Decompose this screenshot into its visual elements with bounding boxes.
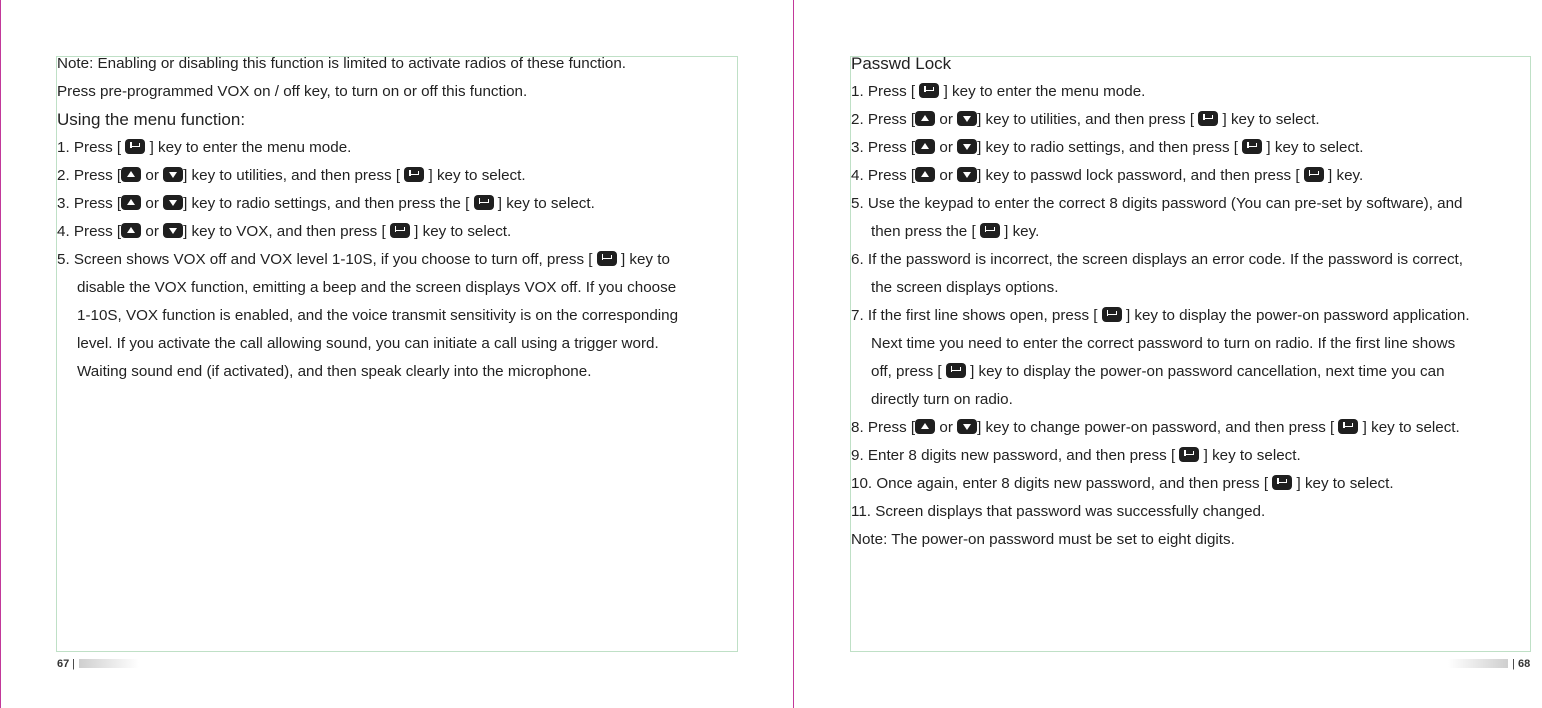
text-segment: ] key to VOX, and then press [ [183, 223, 390, 240]
text-line [851, 302, 1470, 330]
text-line [851, 526, 1470, 554]
text-segment: ] key to select. [1292, 475, 1394, 492]
text-segment: level. If you activate the call allowing sound, you can initiate a call using a trigger word. [77, 335, 659, 352]
text-line [57, 246, 678, 274]
text-line [57, 50, 678, 78]
text-segment: ] key to select. [1358, 419, 1460, 436]
text-segment: 1-10S, VOX function is enabled, and the voice transmit sensitivity is on the corresponding [77, 307, 679, 324]
text-segment: ] key to display the power-on password application. [1121, 307, 1470, 324]
text-line [57, 78, 678, 106]
text-segment: ] key to utilities, and then press [ [183, 167, 405, 184]
text-segment: or [935, 139, 958, 156]
text-line [851, 106, 1470, 134]
text-segment: ] key to select. [409, 223, 512, 240]
down-arrow-icon [163, 195, 183, 210]
text-segment: disable the VOX function, emitting a beep and the screen displays VOX off. If you choose [77, 279, 677, 296]
text-segment: 6. If the password is incorrect, the screen displays an error code. If the password is correct, [851, 251, 1463, 268]
text-segment: ] key to select. [1199, 447, 1301, 464]
text-segment: ] key to select. [493, 195, 595, 212]
up-arrow-icon [915, 419, 935, 434]
left-page-text [57, 50, 678, 386]
text-segment: or [141, 223, 164, 240]
text-segment: Using the menu function: [57, 110, 246, 129]
text-line [851, 358, 1470, 386]
down-arrow-icon [957, 111, 977, 126]
text-segment: 2. Press [ [851, 111, 916, 128]
text-line [57, 330, 678, 358]
text-line [851, 498, 1470, 526]
text-segment: directly turn on radio. [871, 391, 1013, 408]
menu-icon [1272, 475, 1292, 490]
text-segment: ] key to passwd lock password, and then press [ [977, 167, 1304, 184]
text-segment: 1. Press [ [851, 83, 920, 100]
down-arrow-icon [163, 223, 183, 238]
text-segment: or [141, 195, 164, 212]
text-segment: ] key to [616, 251, 670, 268]
text-segment: 1. Press [ [57, 139, 126, 156]
text-segment: or [935, 167, 958, 184]
menu-icon [1304, 167, 1324, 182]
text-segment: 8. Press [ [851, 419, 916, 436]
text-line [851, 134, 1470, 162]
text-segment: Waiting sound end (if activated), and then speak clearly into the microphone. [77, 363, 592, 380]
text-line [57, 358, 678, 386]
menu-icon [1198, 111, 1218, 126]
text-segment: or [141, 167, 164, 184]
text-segment: then press the [ [871, 223, 980, 240]
text-segment: 10. Once again, enter 8 digits new password, and then press [ [851, 475, 1273, 492]
text-line [851, 442, 1470, 470]
text-segment: ] key to enter the menu mode. [939, 83, 1146, 100]
up-arrow-icon [121, 223, 141, 238]
text-line [851, 162, 1470, 190]
down-arrow-icon [957, 167, 977, 182]
left-page-number-separator: | [72, 658, 75, 670]
menu-icon [474, 195, 494, 210]
text-line [851, 470, 1470, 498]
text-segment: the screen displays options. [871, 279, 1059, 296]
text-segment: ] key to change power-on password, and then press [ [977, 419, 1339, 436]
left-page-number: 67 [57, 658, 70, 670]
menu-icon [1338, 419, 1358, 434]
menu-icon [390, 223, 410, 238]
text-segment: ] key to select. [424, 167, 526, 184]
text-segment: ] key to select. [1218, 111, 1320, 128]
text-segment: ] key. [1323, 167, 1364, 184]
text-line [851, 386, 1470, 414]
text-line [851, 414, 1470, 442]
down-arrow-icon [957, 419, 977, 434]
menu-icon [1102, 307, 1122, 322]
text-line [851, 330, 1470, 358]
menu-icon [404, 167, 424, 182]
down-arrow-icon [957, 139, 977, 154]
up-arrow-icon [121, 167, 141, 182]
menu-icon [1242, 139, 1262, 154]
text-segment: 7. If the first line shows open, press [ [851, 307, 1102, 324]
text-segment: ] key. [999, 223, 1040, 240]
text-segment: 11. Screen displays that password was successfully changed. [851, 503, 1266, 520]
text-segment: or [935, 111, 958, 128]
text-line [851, 78, 1470, 106]
menu-icon [125, 139, 145, 154]
text-segment: Note: Enabling or disabling this function is limited to activate radios of these function. [57, 55, 627, 72]
text-line [57, 162, 678, 190]
right-page-number: 68 [1518, 658, 1531, 670]
text-segment: 5. Screen shows VOX off and VOX level 1-10S, if you choose to turn off, press [ [57, 251, 597, 268]
menu-icon [946, 363, 966, 378]
text-line [851, 246, 1470, 274]
up-arrow-icon [915, 111, 935, 126]
text-segment: 4. Press [ [57, 223, 122, 240]
text-line [851, 218, 1470, 246]
menu-icon [980, 223, 1000, 238]
menu-icon [919, 83, 939, 98]
text-segment: Note: The power-on password must be set to eight digits. [851, 531, 1235, 548]
right-page-number-bar [1448, 659, 1508, 668]
text-segment: ] key to enter the menu mode. [145, 139, 352, 156]
text-segment: ] key to utilities, and then press [ [977, 111, 1199, 128]
text-line [851, 190, 1470, 218]
section-heading [851, 50, 1470, 78]
text-segment: 3. Press [ [851, 139, 916, 156]
text-line [851, 274, 1470, 302]
up-arrow-icon [915, 139, 935, 154]
text-segment: off, press [ [871, 363, 946, 380]
text-segment: ] key to radio settings, and then press [ [977, 139, 1243, 156]
text-segment: Next time you need to enter the correct password to turn on radio. If the first line shows [871, 335, 1456, 352]
center-fold-line [793, 0, 794, 708]
text-line [57, 302, 678, 330]
text-segment: or [935, 419, 958, 436]
text-line [57, 218, 678, 246]
text-segment: Passwd Lock [851, 54, 952, 73]
text-segment: 5. Use the keypad to enter the correct 8 digits password (You can pre-set by software), and [851, 195, 1463, 212]
text-line [57, 274, 678, 302]
text-segment: ] key to radio settings, and then press the [ [183, 195, 474, 212]
text-segment: 2. Press [ [57, 167, 122, 184]
text-segment: 4. Press [ [851, 167, 916, 184]
right-page-number-separator: | [1512, 658, 1515, 670]
up-arrow-icon [915, 167, 935, 182]
text-segment: 9. Enter 8 digits new password, and then press [ [851, 447, 1180, 464]
text-line [57, 134, 678, 162]
down-arrow-icon [163, 167, 183, 182]
text-segment: 3. Press [ [57, 195, 122, 212]
up-arrow-icon [121, 195, 141, 210]
menu-icon [1179, 447, 1199, 462]
text-segment: Press pre-programmed VOX on / off key, to turn on or off this function. [57, 83, 528, 100]
section-heading [57, 106, 678, 134]
menu-icon [597, 251, 617, 266]
text-segment: ] key to select. [1262, 139, 1364, 156]
left-page-number-bar [79, 659, 139, 668]
text-segment: ] key to display the power-on password cancellation, next time you can [965, 363, 1445, 380]
right-page-text [851, 50, 1470, 554]
text-line [57, 190, 678, 218]
left-edge-line [0, 0, 1, 708]
